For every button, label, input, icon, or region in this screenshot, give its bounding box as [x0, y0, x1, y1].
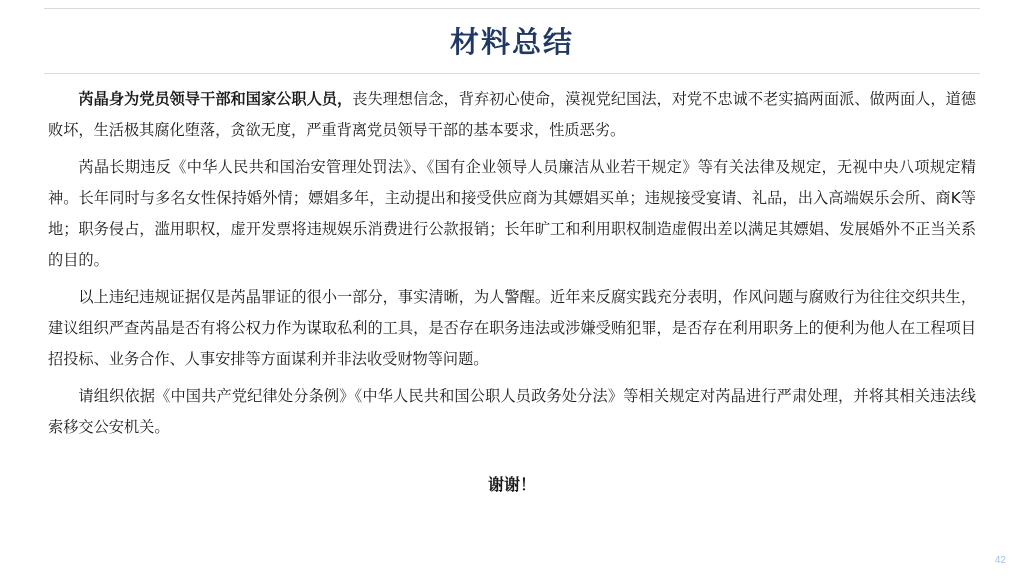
paragraph-1-text: 丧失理想信念，背弃初心使命，漠视党纪国法，对党不忠诚不老实搞两面派、做两面人，道德败坏，生活极其腐化堕落，贪欲无度，严重背离党员领导干部的基本要求，性质恶劣。	[48, 90, 977, 139]
paragraph-2-text: 芮晶长期违反《中华人民共和国治安管理处罚法》、《国有企业领导人员廉洁从业若干规定》等有关法律及规定，无视中央八项规定精神。长年同时与多名女性保持婚外情；嫖娼多年，主动提出和接受供应商为其嫖娼买单；违规接受宴请、礼品，出入高端娱乐会所、商K等地；职务侵占，滥用职权，虚开发票将违规娱乐消费进行公款报销；长年旷工和利用职权制造虚假出差以满足其嫖娼、发展婚外不正当关系的目的。	[48, 158, 976, 269]
paragraph-4-text: 请组织依据《中国共产党纪律处分条例》《中华人民共和国公职人员政务处分法》等相关规定对芮晶进行严肃处理，并将其相关违法线索移交公安机关。	[48, 387, 976, 436]
title-divider	[44, 73, 980, 74]
paragraph-3	[48, 282, 976, 375]
top-divider	[44, 8, 980, 9]
paragraph-1	[48, 84, 976, 146]
paragraph-3-text: 以上违纪违规证据仅是芮晶罪证的很小一部分，事实清晰，为人警醒。近年来反腐实践充分表明，作风问题与腐败行为往往交织共生，建议组织严查芮晶是否有将公权力作为谋取私利的工具，是否存在职务违法或涉嫌受贿犯罪，是否存在利用职务上的便利为他人在工程项目招投标、业务合作、人事安排等方面谋利并非法收受财物等问题。	[48, 288, 976, 368]
paragraph-1-lead: 芮晶身为党员领导干部和国家公职人员，	[78, 90, 353, 108]
paragraph-2	[48, 152, 976, 276]
thanks-line: 谢谢！	[487, 475, 536, 494]
paragraph-4	[48, 381, 976, 443]
page-number: 42	[994, 555, 1006, 566]
body-content	[48, 84, 976, 449]
page-title: 材料总结	[449, 25, 574, 59]
